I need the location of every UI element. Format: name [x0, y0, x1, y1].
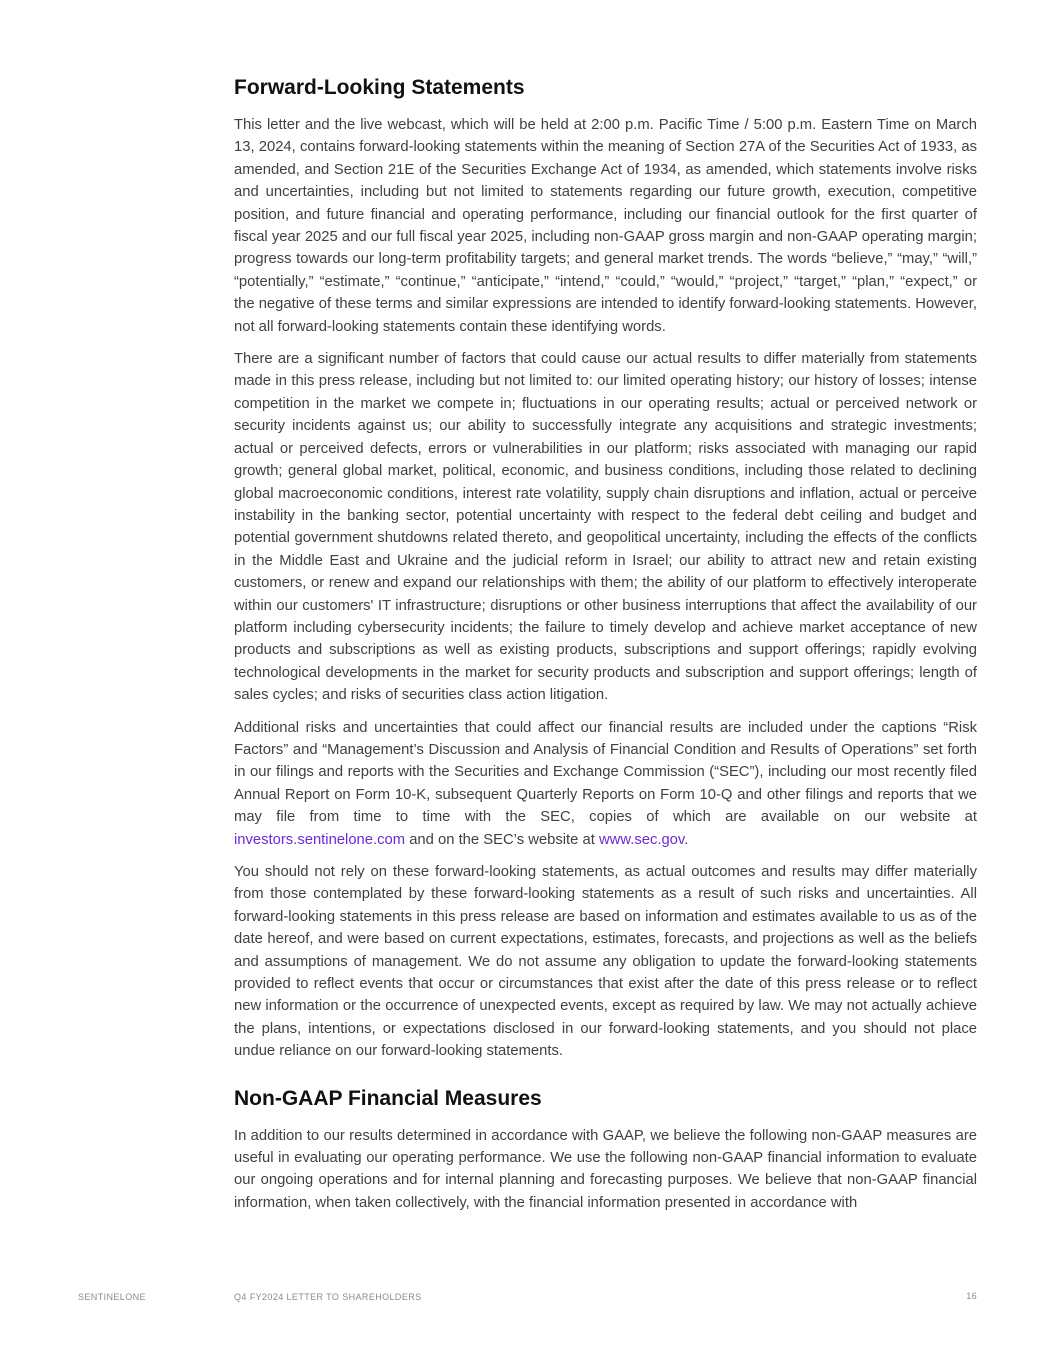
footer-page-number: 16	[966, 1291, 977, 1301]
footer-company-name: SENTINELONE	[78, 1292, 146, 1302]
additional-risks-mid-text: and on the SEC’s website at	[409, 831, 595, 848]
footer-document-title: Q4 FY2024 LETTER TO SHAREHOLDERS	[234, 1292, 422, 1302]
paragraph-forward-looking-intro: This letter and the live webcast, which will be held at 2:00 p.m. Pacific Time / 5:00 p.m. Eastern Time on March 13, 2024, contains forward-looking statements within the meaning of Section 27A of the Securities Act of 1933, as amended, and Section 21E of the Securities Exchange Act of 1934, as amended, which statements involve risks and uncertainties, including but not limited to statements regarding our future growth, execution, competitive position, and future financial and operating performance, including our financial outlook for the first quarter of fiscal year 2025 and our full fiscal year 2025, including non-GAAP gross margin and non-GAAP operating margin; progress towards our long-term profitability targets; and general market trends. The words “believe,” “may,” “will,” “potentially,” “estimate,” “continue,” “anticipate,” “intend,” “could,” “would,” “project,” “target,” “plan,” “expect,” or the negative of these terms and similar expressions are intended to identify forward-looking statements. However, not all forward-looking statements contain these identifying words.	[234, 117, 977, 335]
section-title-non-gaap: Non-GAAP Financial Measures	[234, 1086, 542, 1110]
section-title-forward-looking: Forward-Looking Statements	[234, 76, 525, 99]
additional-risks-end: .	[684, 831, 689, 848]
sec-site-link[interactable]: www.sec.gov	[598, 831, 685, 848]
additional-risks-text: Additional risks and uncertainties that could affect our financial results are included under the captions “Risk Factors” and “Management’s Discussion and Analysis of Financial Condition and Results of Operations” set forth in our filings and reports with the Securities and Exchange Commission (“SEC”), including our most recently filed Annual Report on Form 10-K, subsequent Quarterly Reports on Form 10-Q and other filings and reports that we may file from time to time with the SEC, copies of which are available on our website at	[234, 719, 977, 826]
paragraph-non-gaap-intro: In addition to our results determined in accordance with GAAP, we believe the following non-GAAP measures are useful in evaluating our operating performance. We use the following non-GAAP financial information to evaluate our ongoing operations and for internal planning and forecasting purposes. We believe that non-GAAP financial information, when taken collectively, with the financial information presented in accordance with	[234, 1127, 977, 1211]
investors-site-link[interactable]: investors.sentinelone.com	[234, 831, 406, 848]
paragraph-additional-risks	[234, 717, 977, 851]
document-body	[234, 74, 977, 1224]
paragraph-reliance-warning: You should not rely on these forward-looking statements, as actual outcomes and results may differ materially from those contemplated by these forward-looking statements as a result of such risks and uncertainties. All forward-looking statements in this press release are based on information and estimates available to us as of the date hereof, and were based on current expectations, estimates, forecasts, and projections as well as the beliefs and assumptions of management. We do not assume any obligation to update the forward-looking statements provided to reflect events that occur or circumstances that exist after the date of this press release or to reflect new information or the occurrence of unexpected events, except as required by law. We may not actually achieve the plans, intentions, or expectations disclosed in our forward-looking statements, and you should not place undue reliance on our forward-looking statements.	[234, 864, 977, 1060]
paragraph-risk-factors: There are a significant number of factors that could cause our actual results to differ materially from statements made in this press release, including but not limited to: our limited operating history; our history of losses; intense competition in the market we compete in; fluctuations in our operating results; actual or perceived network or security incidents against us; our ability to successfully integrate any acquisitions and strategic investments; actual or perceived defects, errors or vulnerabilities in our platform; risks associated with managing our rapid growth; general global market, political, economic, and business conditions, including those related to declining global macroeconomic conditions, interest rate volatility, supply chain disruptions and inflation, actual or perceive instability in the banking sector, potential uncertainty with respect to the federal debt ceiling and budget and potential government shutdowns related thereto, and geopolitical uncertainty, including the effects of the conflicts in the Middle East and Ukraine and the judicial reform in Israel; our ability to attract new and retain existing customers, or renew and expand our relationships with them; the ability of our platform to effectively interoperate within our customers' IT infrastructure; disruptions or other business interruptions that affect the availability of our platform including cybersecurity incidents; the failure to timely develop and achieve market acceptance of new products and subscriptions as well as existing products, subscriptions and support offerings; rapidly evolving technological developments in the market for security products and subscription and support offerings; length of sales cycles; and risks of securities class action litigation.	[234, 351, 977, 704]
